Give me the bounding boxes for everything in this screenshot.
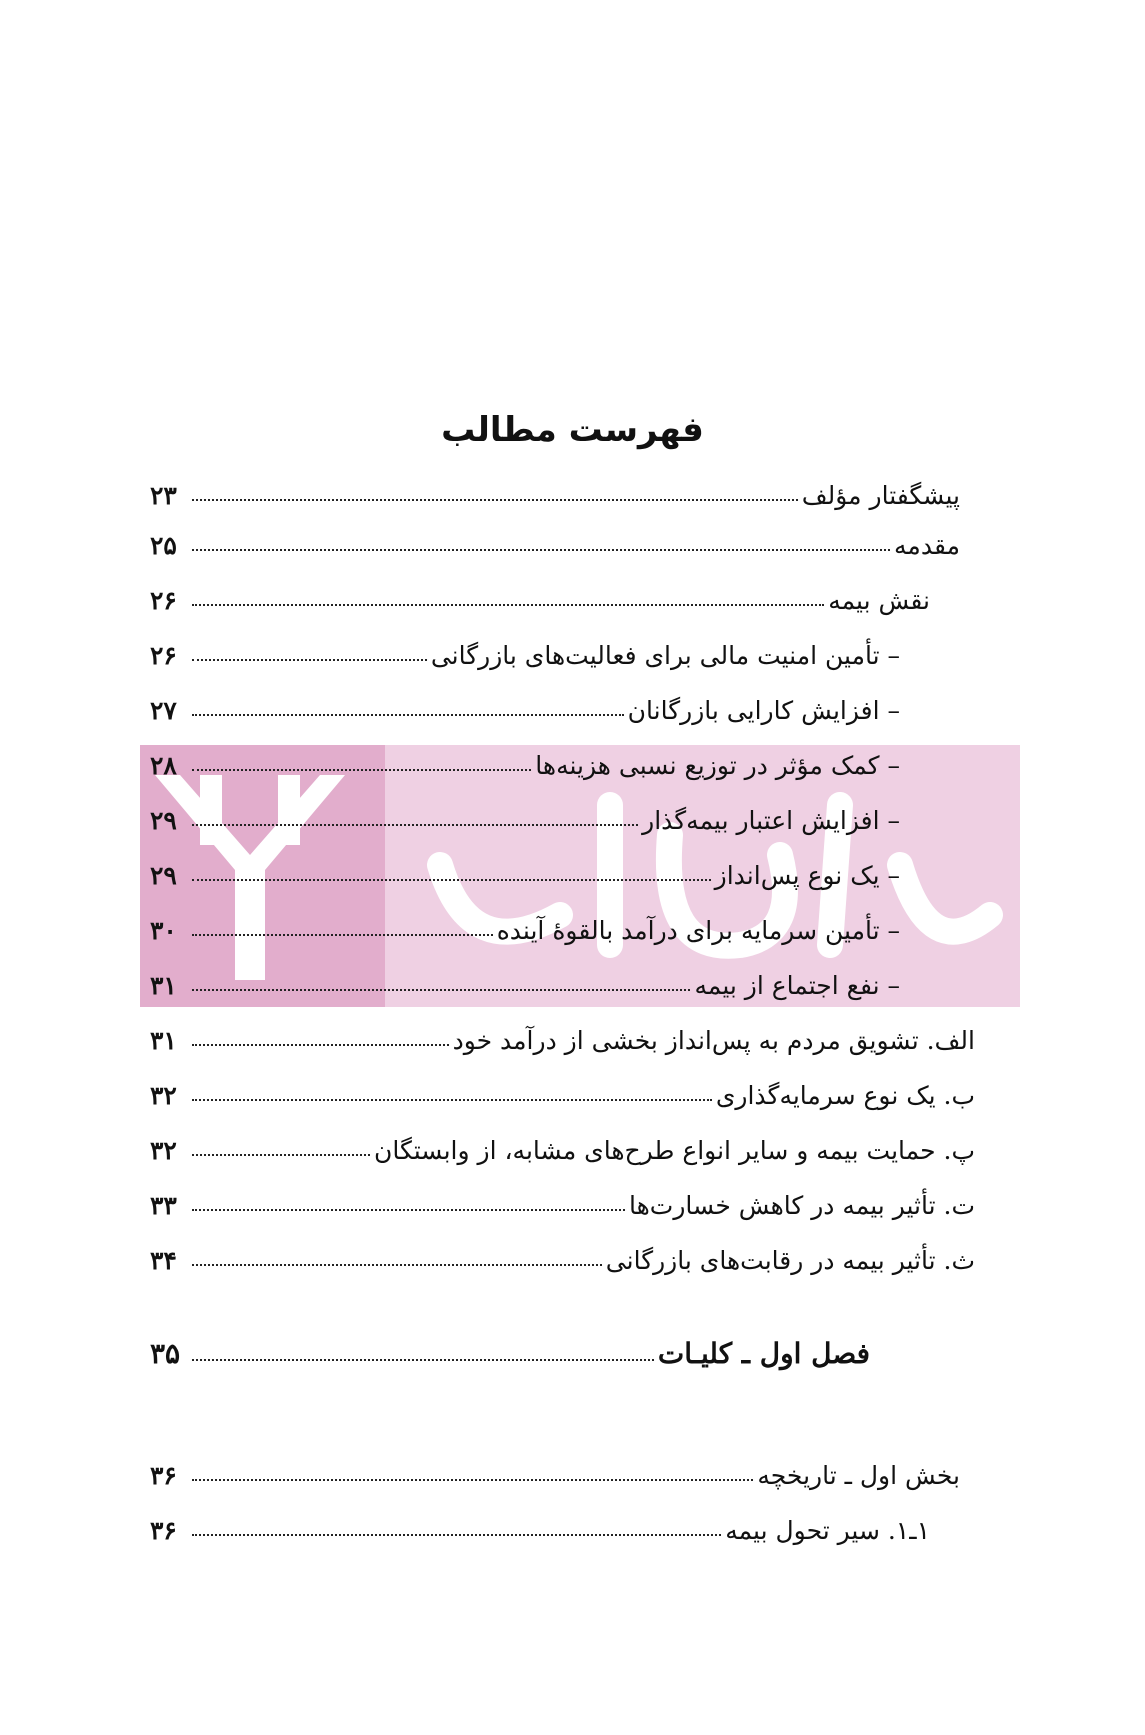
entry-page: ۳۱	[150, 971, 177, 1000]
dot-leader	[192, 989, 690, 991]
dot-leader	[192, 1264, 602, 1266]
entry-title: – تأمین امنیت مالی برای فعالیت‌های بازرگانی	[430, 641, 900, 670]
dot-leader	[192, 549, 890, 551]
dot-leader	[192, 824, 638, 826]
toc-section-entry[interactable]	[150, 1450, 960, 1490]
dot-leader	[192, 1044, 449, 1046]
dot-leader	[192, 1479, 753, 1481]
entry-page: ۳۵	[150, 1337, 181, 1370]
toc-entry[interactable]	[150, 1070, 975, 1110]
entry-page: ۳۲	[150, 1136, 177, 1165]
toc-entry[interactable]	[150, 1235, 975, 1275]
entry-page: ۲۸	[150, 751, 177, 780]
dot-leader	[192, 879, 711, 881]
toc-chapter-entry[interactable]	[150, 1330, 870, 1370]
dot-leader	[192, 604, 824, 606]
entry-page: ۲۶	[150, 641, 177, 670]
entry-title: ت. تأثیر بیمه در کاهش خسارت‌ها	[628, 1191, 975, 1220]
entry-title: بخش اول ـ تاریخچه	[757, 1461, 960, 1490]
entry-page: ۳۰	[150, 916, 177, 945]
entry-title: نقش بیمه	[828, 586, 930, 615]
toc-entry[interactable]	[150, 470, 960, 510]
toc-entry[interactable]	[150, 630, 900, 670]
toc-title: فهرست مطالب	[441, 410, 704, 450]
entry-title: – تأمین سرمایه برای درآمد بالقوهٔ آینده	[496, 916, 900, 945]
toc-entry[interactable]	[150, 1015, 975, 1055]
entry-title: – کمک مؤثر در توزیع نسبی هزینه‌ها	[535, 751, 900, 780]
toc-entry[interactable]	[150, 905, 900, 945]
toc-entry[interactable]	[150, 520, 960, 560]
entry-page: ۳۱	[150, 1026, 177, 1055]
dot-leader	[192, 934, 493, 936]
entry-title: پ. حمایت بیمه و سایر انواع طرح‌های مشابه، از وابستگان	[373, 1136, 975, 1165]
dot-leader	[192, 1209, 625, 1211]
dot-leader	[192, 499, 798, 501]
toc-entry[interactable]	[150, 850, 900, 890]
entry-title: – یک نوع پس‌انداز	[714, 861, 900, 890]
dot-leader	[192, 714, 624, 716]
entry-title: الف. تشویق مردم به پس‌انداز بخشی از درآمد خود	[452, 1026, 975, 1055]
dot-leader	[192, 1359, 654, 1361]
entry-title: ب. یک نوع سرمایه‌گذاری	[715, 1081, 975, 1110]
dot-leader	[192, 659, 427, 661]
entry-page: ۳۶	[150, 1516, 177, 1545]
entry-title: – افزایش کارایی بازرگانان	[627, 696, 900, 725]
toc-entry[interactable]	[150, 685, 900, 725]
entry-page: ۳۴	[150, 1246, 177, 1275]
toc-entry[interactable]	[150, 1505, 930, 1545]
toc-entry[interactable]	[150, 1125, 975, 1165]
entry-page: ۲۹	[150, 806, 177, 835]
entry-page: ۲۷	[150, 696, 177, 725]
dot-leader	[192, 1099, 712, 1101]
toc-entry[interactable]	[150, 1180, 975, 1220]
entry-page: ۳۲	[150, 1081, 177, 1110]
entry-title: – نفع اجتماع از بیمه	[694, 971, 900, 1000]
dot-leader	[192, 1534, 721, 1536]
toc-entry[interactable]	[150, 960, 900, 1000]
toc-entry[interactable]	[150, 795, 900, 835]
entry-title: ث. تأثیر بیمه در رقابت‌های بازرگانی	[605, 1246, 975, 1275]
dot-leader	[192, 769, 531, 771]
entry-page: ۲۹	[150, 861, 177, 890]
entry-page: ۲۵	[150, 531, 177, 560]
entry-title: پیشگفتار مؤلف	[801, 481, 960, 510]
entry-page: ۳۶	[150, 1461, 177, 1490]
toc-entry[interactable]	[150, 575, 930, 615]
toc-entry[interactable]	[150, 740, 900, 780]
entry-title: فصل اول ـ کلیـات	[657, 1337, 870, 1370]
entry-title: – افزایش اعتبار بیمه‌گذار	[642, 806, 900, 835]
entry-title: ۱ـ۱. سیر تحول بیمه	[725, 1516, 930, 1545]
dot-leader	[192, 1154, 370, 1156]
entry-page: ۳۳	[150, 1191, 177, 1220]
entry-page: ۲۶	[150, 586, 177, 615]
entry-page: ۲۳	[150, 481, 177, 510]
entry-title: مقدمه	[894, 531, 960, 560]
